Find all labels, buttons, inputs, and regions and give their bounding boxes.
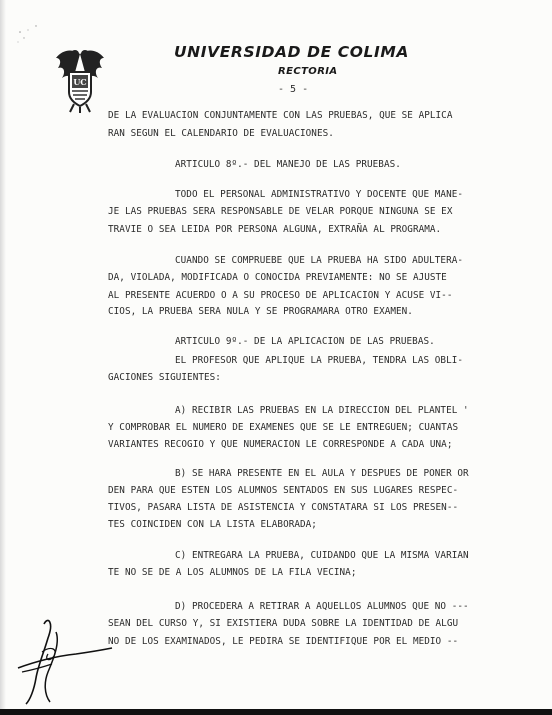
svg-text:UC: UC xyxy=(73,77,87,87)
body-line: EL PROFESOR QUE APLIQUE LA PRUEBA, TENDRA LAS OBLI- xyxy=(175,355,464,366)
body-line: ARTICULO 9º.- DE LA APLICACION DE LAS PRUEBAS. xyxy=(175,336,435,347)
body-line: C) ENTREGARA LA PRUEBA, CUIDANDO QUE LA MISMA VARIAN xyxy=(175,550,469,561)
body-line: GACIONES SIGUIENTES: xyxy=(108,372,221,383)
body-line: B) SE HARA PRESENTE EN EL AULA Y DESPUES DE PONER OR xyxy=(175,468,469,479)
body-line: AL PRESENTE ACUERDO O A SU PROCESO DE APLICACION Y ACUSE VI-- xyxy=(108,290,453,301)
body-line: CUANDO SE COMPRUEBE QUE LA PRUEBA HA SIDO ADULTERA- xyxy=(175,255,464,266)
scan-bottom-edge xyxy=(0,709,552,715)
body-line: NO DE LOS EXAMINADOS, LE PEDIRA SE IDENTIFIQUE POR EL MEDIO -- xyxy=(108,636,459,647)
scan-edge-shadow xyxy=(0,0,6,715)
office-subtitle: RECTORIA xyxy=(278,66,338,77)
body-line: TODO EL PERSONAL ADMINISTRATIVO Y DOCENTE QUE MANE- xyxy=(175,189,464,200)
body-line: SEAN DEL CURSO Y, SI EXISTIERA DUDA SOBRE LA IDENTIDAD DE ALGU xyxy=(108,618,459,629)
page-number: - 5 - xyxy=(278,84,309,95)
body-line: TE NO SE DE A LOS ALUMNOS DE LA FILA VECINA; xyxy=(108,567,357,578)
body-line: DA, VIOLADA, MODIFICADA O CONOCIDA PREVIAMENTE: NO SE AJUSTE xyxy=(108,272,447,283)
body-line: A) RECIBIR LAS PRUEBAS EN LA DIRECCION DEL PLANTEL ' xyxy=(175,405,469,416)
body-line: DEN PARA QUE ESTEN LOS ALUMNOS SENTADOS EN SUS LUGARES RESPEC- xyxy=(108,485,459,496)
body-line: JE LAS PRUEBAS SERA RESPONSABLE DE VELAR PORQUE NINGUNA SE EX xyxy=(108,206,453,217)
handwritten-signature xyxy=(14,612,114,708)
body-line: ARTICULO 8º.- DEL MANEJO DE LAS PRUEBAS. xyxy=(175,159,401,170)
university-seal-icon xyxy=(54,46,106,114)
body-line: Y COMPROBAR EL NUMERO DE EXAMENES QUE SE LE ENTREGUEN; CUANTAS xyxy=(108,422,459,433)
body-line: TIVOS, PASARA LISTA DE ASISTENCIA Y CONSTATARA SI LOS PRESEN-- xyxy=(108,502,459,513)
university-title: UNIVERSIDAD DE COLIMA xyxy=(174,43,409,61)
body-line: CIOS, LA PRUEBA SERA NULA Y SE PROGRAMARA OTRO EXAMEN. xyxy=(108,306,413,317)
body-line: RAN SEGUN EL CALENDARIO DE EVALUACIONES. xyxy=(108,128,334,139)
body-line: TES COINCIDEN CON LA LISTA ELABORADA; xyxy=(108,519,317,530)
body-line: DE LA EVALUACION CONJUNTAMENTE CON LAS PRUEBAS, QUE SE APLICA xyxy=(108,110,453,121)
body-line: TRAVIE O SEA LEIDA POR PERSONA ALGUNA, EXTRAÑA AL PROGRAMA. xyxy=(108,224,442,235)
scan-speck-marks xyxy=(14,18,54,48)
body-line: D) PROCEDERA A RETIRAR A AQUELLOS ALUMNOS QUE NO --- xyxy=(175,601,469,612)
body-line: VARIANTES RECOGIO Y QUE NUMERACION LE CORRESPONDE A CADA UNA; xyxy=(108,439,453,450)
